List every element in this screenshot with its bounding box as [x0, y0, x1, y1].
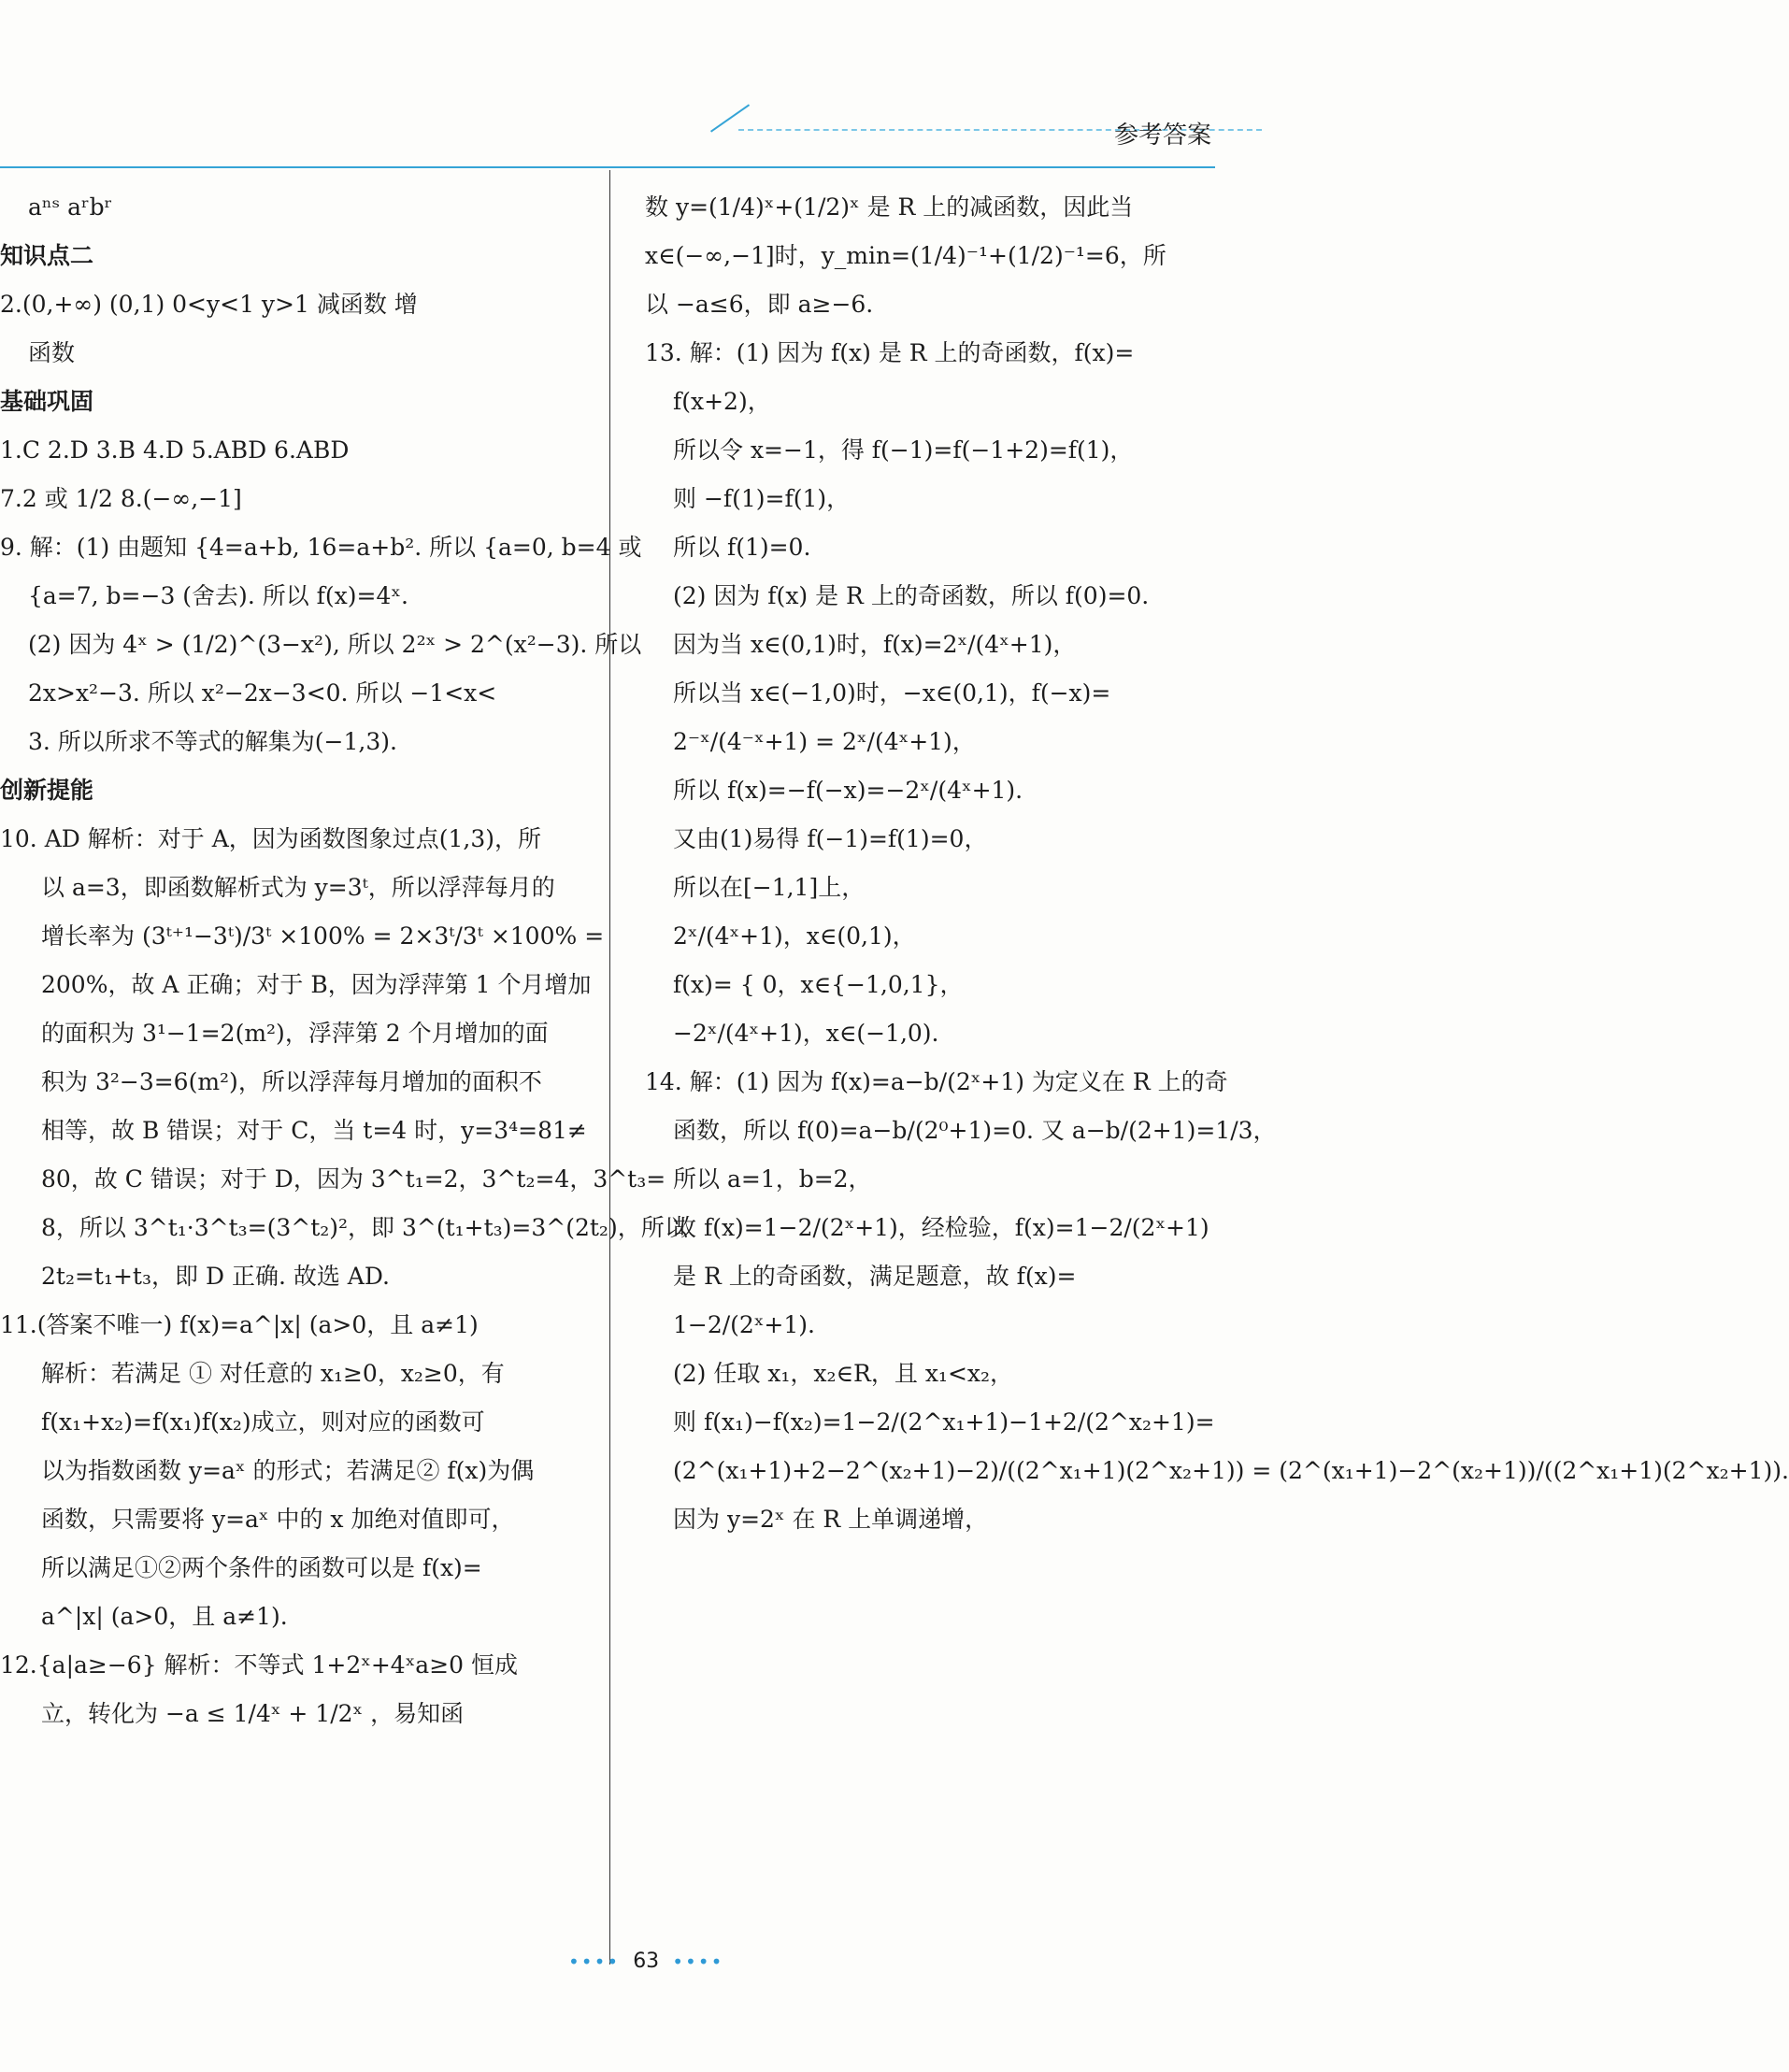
- text-line: 2ˣ/(4ˣ+1)，x∈(0,1)，: [673, 922, 916, 950]
- text-line: 解析：若满足 ① 对任意的 x₁≥0，x₂≥0，有: [41, 1360, 505, 1387]
- text-line: 14. 解：(1) 因为 f(x)=a−b/(2ˣ+1) 为定义在 R 上的奇: [645, 1068, 1228, 1095]
- text-line: 1−2/(2ˣ+1).: [673, 1311, 815, 1338]
- footer-dots-left: ••••: [568, 1950, 621, 1973]
- text-line: 所以 f(x)=−f(−x)=−2ˣ/(4ˣ+1).: [673, 777, 1023, 804]
- text-line: 相等，故 B 错误；对于 C，当 t=4 时，y=3⁴=81≠: [41, 1117, 587, 1144]
- text-line: 则 −f(1)=f(1)，: [673, 485, 851, 512]
- text-line: 因为 y=2ˣ 在 R 上单调递增，: [673, 1506, 989, 1533]
- text-line: 以 −a≤6，即 a≥−6.: [645, 291, 874, 318]
- text-line: 13. 解：(1) 因为 f(x) 是 R 上的奇函数，f(x)=: [645, 339, 1135, 366]
- text-line: 80，故 C 错误；对于 D，因为 3^t₁=2，3^t₂=4，3^t₃=: [41, 1165, 666, 1193]
- text-line: 1.C 2.D 3.B 4.D 5.ABD 6.ABD: [0, 436, 350, 464]
- text-line: 所以 a=1，b=2，: [673, 1165, 872, 1193]
- text-line: 所以在[−1,1]上，: [673, 874, 866, 901]
- text-line: 的面积为 3¹−1=2(m²)，浮萍第 2 个月增加的面: [41, 1020, 549, 1047]
- text-line: f(x)= { 0，x∈{−1,0,1}，: [673, 971, 964, 998]
- text-line: {a=7, b=−3 (舍去). 所以 f(x)=4ˣ.: [28, 582, 408, 609]
- text-line: 8，所以 3^t₁·3^t₃=(3^t₂)²，即 3^(t₁+t₃)=3^(2t₂)，所以: [41, 1214, 688, 1241]
- text-line: 以为指数函数 y=aˣ 的形式；若满足② f(x)为偶: [41, 1457, 535, 1484]
- text-line: 又由(1)易得 f(−1)=f(1)=0，: [673, 825, 988, 852]
- text-line: 200%，故 A 正确；对于 B，因为浮萍第 1 个月增加: [41, 971, 592, 998]
- text-line: 积为 3²−3=6(m²)，所以浮萍每月增加的面积不: [41, 1068, 542, 1095]
- page-footer: [568, 1950, 723, 1973]
- section-heading: 知识点二: [0, 242, 94, 269]
- text-line: 所以 f(1)=0.: [673, 534, 811, 561]
- text-line: a^|x| (a>0，且 a≠1).: [41, 1603, 288, 1630]
- text-line: 所以当 x∈(−1,0)时，−x∈(0,1)，f(−x)=: [673, 679, 1111, 707]
- text-line: (2) 任取 x₁，x₂∈R，且 x₁<x₂，: [673, 1360, 1014, 1387]
- text-line: 10. AD 解析：对于 A，因为函数图象过点(1,3)，所: [0, 825, 542, 852]
- text-line: 数 y=(1/4)ˣ+(1/2)ˣ 是 R 上的减函数，因此当: [645, 193, 1134, 221]
- text-line: 则 f(x₁)−f(x₂)=1−2/(2^x₁+1)−1+2/(2^x₂+1)=: [673, 1408, 1215, 1436]
- text-line: (2) 因为 f(x) 是 R 上的奇函数，所以 f(0)=0.: [673, 582, 1150, 609]
- text-line: −2ˣ/(4ˣ+1)，x∈(−1,0).: [673, 1020, 939, 1047]
- text-line: (2) 因为 4ˣ > (1/2)^(3−x²), 所以 2²ˣ > 2^(x²−3). 所以: [28, 631, 642, 658]
- section-heading: 基础巩固: [0, 388, 94, 415]
- text-line: aⁿˢ aʳbʳ: [28, 193, 113, 221]
- text-line: 2t₂=t₁+t₃，即 D 正确. 故选 AD.: [41, 1263, 390, 1290]
- text-line: f(x+2)，: [673, 388, 771, 415]
- text-line: 2x>x²−3. 所以 x²−2x−3<0. 所以 −1<x<: [28, 679, 497, 707]
- text-line: 12.{a|a≥−6} 解析：不等式 1+2ˣ+4ˣa≥0 恒成: [0, 1651, 519, 1679]
- text-line: x∈(−∞,−1]时，y_min=(1/4)⁻¹+(1/2)⁻¹=6，所: [645, 242, 1166, 269]
- text-line: 立，转化为 −a ≤ 1/4ˣ + 1/2ˣ ，易知函: [41, 1700, 465, 1727]
- header-title: 参考答案: [1114, 121, 1212, 150]
- text-line: 函数，只需要将 y=aˣ 中的 x 加绝对值即可，: [41, 1506, 515, 1533]
- text-line: 2⁻ˣ/(4⁻ˣ+1) = 2ˣ/(4ˣ+1)，: [673, 728, 976, 755]
- text-line: 因为当 x∈(0,1)时，f(x)=2ˣ/(4ˣ+1)，: [673, 631, 1077, 658]
- text-line: 所以满足①②两个条件的函数可以是 f(x)=: [41, 1554, 482, 1581]
- text-line: f(x₁+x₂)=f(x₁)f(x₂)成立，则对应的函数可: [41, 1408, 485, 1436]
- text-line: (2^(x₁+1)+2−2^(x₂+1)−2)/((2^x₁+1)(2^x₂+1)) = (2^(x₁+1)−2^(x₂+1))/((2^x₁+1)(2^x₂+1)).: [673, 1457, 1789, 1484]
- page-number: 63: [633, 1950, 660, 1973]
- left-column: [0, 183, 688, 1738]
- text-line: 以 a=3，即函数解析式为 y=3ᵗ，所以浮萍每月的: [41, 874, 555, 901]
- text-line: 是 R 上的奇函数，满足题意，故 f(x)=: [673, 1263, 1077, 1290]
- text-line: 9. 解：(1) 由题知 {4=a+b, 16=a+b². 所以 {a=0, b=4 或: [0, 534, 642, 561]
- text-line: 增长率为 (3ᵗ⁺¹−3ᵗ)/3ᵗ ×100% = 2×3ᵗ/3ᵗ ×100% =: [41, 922, 605, 950]
- text-line: 3. 所以所求不等式的解集为(−1,3).: [28, 728, 397, 755]
- column-divider: [609, 170, 610, 1965]
- text-line: 11.(答案不唯一) f(x)=a^|x| (a>0，且 a≠1): [0, 1311, 479, 1338]
- text-line: 所以令 x=−1，得 f(−1)=f(−1+2)=f(1)，: [673, 436, 1134, 464]
- text-line: 函数，所以 f(0)=a−b/(2⁰+1)=0. 又 a−b/(2+1)=1/3，: [673, 1117, 1277, 1144]
- section-heading: 创新提能: [0, 777, 94, 804]
- header-rule: [0, 166, 1215, 168]
- text-line: 2.(0,+∞) (0,1) 0<y<1 y>1 减函数 增: [0, 291, 418, 318]
- text-line: 函数: [28, 339, 76, 366]
- right-column: [645, 183, 1789, 1544]
- text-line: 7.2 或 1/2 8.(−∞,−1]: [0, 485, 242, 512]
- text-line: 故 f(x)=1−2/(2ˣ+1)，经检验，f(x)=1−2/(2ˣ+1): [673, 1214, 1209, 1241]
- footer-dots-right: ••••: [672, 1950, 724, 1973]
